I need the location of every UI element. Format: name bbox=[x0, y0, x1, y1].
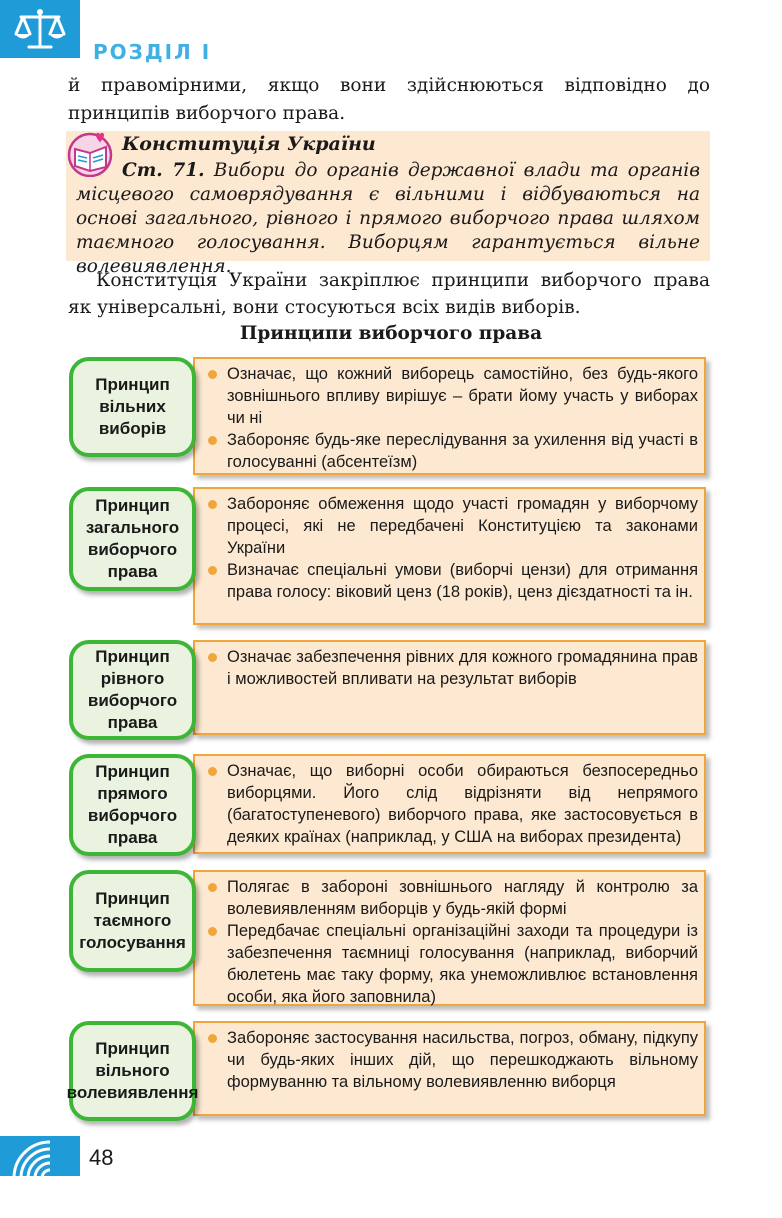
bullet-item: Означає, що виборні особи обираються безпосередньо виборцями. Його слід відрізняти від непрямого (багатоступеневого) виборчого права, яке застосовується в деяких країнах (наприклад, у США на виборах президента) bbox=[227, 760, 698, 848]
principle-card bbox=[193, 754, 706, 854]
body-paragraph: Конституція України закріплює принципи виборчого права як універсальні, вони стосуються всіх видів виборів. bbox=[68, 270, 710, 318]
bullet-dot-icon bbox=[208, 653, 217, 662]
signal-waves-icon bbox=[0, 1136, 80, 1176]
bullet-item: Полягає в забороні зовнішнього нагляду й контролю за волевиявленням виборців у будь-якій формі bbox=[227, 876, 698, 920]
bullet-dot-icon bbox=[208, 500, 217, 509]
principle-label: Принцип вільних виборів bbox=[69, 357, 196, 457]
bullet-dot-icon bbox=[208, 927, 217, 936]
principle-card bbox=[193, 357, 706, 475]
principle-card bbox=[193, 1021, 706, 1116]
principle-card bbox=[193, 870, 706, 1006]
page-number: 48 bbox=[89, 1145, 114, 1170]
bullet-dot-icon bbox=[208, 436, 217, 445]
constitution-quote-box bbox=[66, 131, 710, 277]
principles-heading: Принципи виборчого права bbox=[239, 323, 543, 344]
bullet-item: Означає, що кожний виборець самостійно, без будь-якого зовнішнього впливу вирішує – брати йому участь у виборах чи ні bbox=[227, 363, 698, 429]
section-title: РОЗДІЛ І bbox=[93, 40, 212, 64]
bullet-item: Передбачає спеціальні організаційні заходи та процедури із забезпечення таємниці голосування (наприклад, виборчий бюлетень має таку форму, яка унеможливлює встановлення особи, яка його заповнила) bbox=[227, 920, 698, 1008]
principle-label: Принцип прямого виборчого права bbox=[69, 754, 196, 856]
constitution-article-text bbox=[76, 159, 700, 279]
bullet-item: Означає забезпечення рівних для кожного громадянина прав і можливостей впливати на результат виборів bbox=[227, 646, 698, 690]
article-number: Ст. 71. bbox=[122, 160, 205, 181]
bullet-item: Забороняє будь-яке переслідування за ухилення від участі в голосуванні (абсентеїзм) bbox=[227, 429, 698, 473]
scales-icon bbox=[13, 7, 67, 51]
bullet-item: Визначає спеціальні умови (виборчі цензи) для отримання права голосу: віковий ценз (18 років), ценз дієздатності та ін. bbox=[227, 559, 698, 603]
bullet-dot-icon bbox=[208, 883, 217, 892]
principle-label: Принцип загального виборчого права bbox=[69, 487, 196, 591]
intro-text: й правомірними, якщо вони здійснюються відповідно до принципів виборчого права. bbox=[68, 75, 710, 124]
footer-badge bbox=[0, 1136, 80, 1176]
constitution-title: Конституція України bbox=[122, 133, 376, 155]
bullet-item: Забороняє застосування насильства, погроз, обману, підкупу чи будь-яких інших дій, що перешкоджають вільному формуванню та вільному волевиявленню виборця bbox=[227, 1027, 698, 1093]
principle-card bbox=[193, 640, 706, 735]
bullet-dot-icon bbox=[208, 566, 217, 575]
principle-card bbox=[193, 487, 706, 625]
principle-label: Принцип рівного виборчого права bbox=[69, 640, 196, 740]
bullet-dot-icon bbox=[208, 370, 217, 379]
bullet-dot-icon bbox=[208, 767, 217, 776]
bullet-item: Забороняє обмеження щодо участі громадян у виборчому процесі, які не передбачені Конституцією та законами України bbox=[227, 493, 698, 559]
principle-label: Принцип вільного волевиявлення bbox=[69, 1021, 196, 1121]
article-body: Вибори до органів державної влади та органів місцевого самоврядування є вільними і відбуваються на основі загального, рівного і прямого виборчого права шляхом таємного голосування. Виборцям гарантується вільне волевиявлення. bbox=[76, 160, 700, 277]
section-badge bbox=[0, 0, 80, 58]
bullet-dot-icon bbox=[208, 1034, 217, 1043]
principle-label: Принцип таємного голосування bbox=[69, 870, 196, 972]
